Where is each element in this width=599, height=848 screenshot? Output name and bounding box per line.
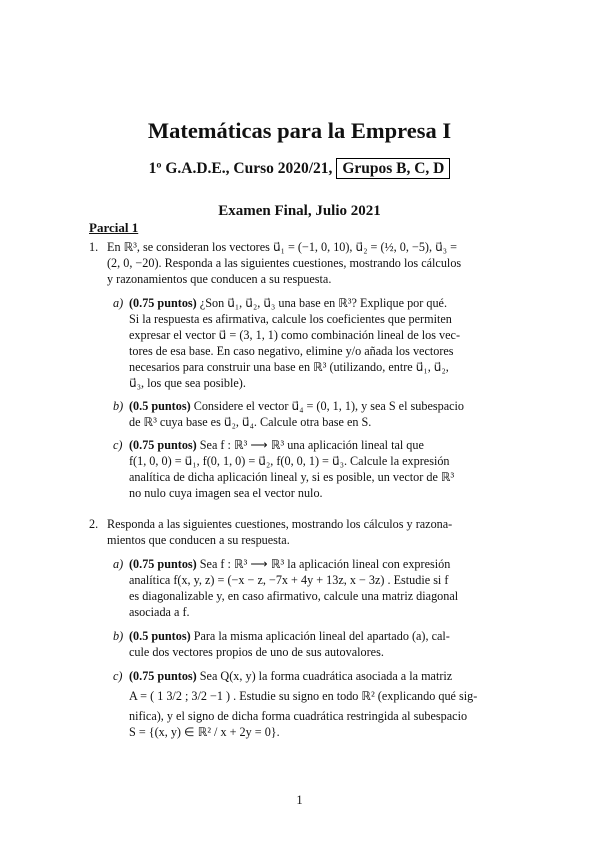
item-2a-line: (0.75 puntos) Sea f : ℝ³ ⟶ ℝ³ la aplicación lineal con expresión — [129, 557, 451, 571]
item-1c-line: no nulo cuya imagen sea el vector nulo. — [129, 486, 323, 500]
item-1a-line: tores de esa base. En caso negativo, elimine y/o añada los vectores — [129, 344, 454, 358]
item-1a-line: (0.75 puntos) ¿Son u⃗₁, u⃗₂, u⃗₃ una base en ℝ³? Explique por qué. — [129, 296, 448, 310]
question-1-line: (2, 0, −20). Responda a las siguientes cuestiones, mostrando los cálculos — [107, 256, 462, 270]
item-2c-line: (0.75 puntos) Sea Q(x, y) la forma cuadrática asociada a la matriz — [129, 669, 453, 683]
course-line — [0, 160, 599, 178]
item-1a-line: necesarios para construir una base en ℝ³ (utilizando, entre u⃗₁, u⃗₂, — [129, 360, 449, 374]
item-label: a) — [113, 557, 124, 571]
item-label: c) — [113, 669, 123, 683]
item-1b-line: (0.5 puntos) Considere el vector u⃗₄ = (0, 1, 1), y sea S el subespacio — [129, 399, 465, 413]
item-2b-line: (0.5 puntos) Para la misma aplicación lineal del apartado (a), cal- — [129, 629, 450, 643]
item-label: b) — [113, 629, 124, 643]
item-label: c) — [113, 438, 123, 452]
item-1b-line: de ℝ³ cuya base es u⃗₂, u⃗₄. Calcule otra base en S. — [129, 415, 372, 429]
item-2c-line: S = {(x, y) ∈ ℝ² / x + 2y = 0}. — [129, 725, 280, 739]
item-1a-line: Si la respuesta es afirmativa, calcule los coeficientes que permiten — [129, 312, 452, 326]
groups-box: Grupos B, C, D — [336, 158, 450, 179]
course-text: 1º G.A.D.E., Curso 2020/21, — [148, 160, 333, 177]
item-2b-line: cule dos vectores propios de uno de sus autovalores. — [129, 645, 384, 659]
item-1a-line: u⃗₃, los que sea posible). — [129, 376, 246, 390]
item-1c-line: f(1, 0, 0) = u⃗₁, f(0, 1, 0) = u⃗₂, f(0, 0, 1) = u⃗₃. Calcule la expresión — [129, 454, 450, 468]
item-1c-line: analítica de dicha aplicación lineal y, si es posible, un vector de ℝ³ — [129, 470, 455, 484]
item-1c-line: (0.75 puntos) Sea f : ℝ³ ⟶ ℝ³ una aplicación lineal tal que — [129, 438, 424, 452]
item-2a-line: analítica f(x, y, z) = (−x − z, −7x + 4y + 13z, x − 3z) . Estudie si f — [129, 573, 449, 587]
question-1-line: y razonamientos que conducen a su respuesta. — [107, 272, 332, 286]
item-2c-line: nifica), y el signo de dicha forma cuadrática restringida al subespacio — [129, 709, 468, 723]
item-label: b) — [113, 399, 124, 413]
item-label: a) — [113, 296, 124, 310]
question-1-line: En ℝ³, se consideran los vectores u⃗₁ = (−1, 0, 10), u⃗₂ = (½, 0, −5), u⃗₃ = — [107, 240, 457, 254]
question-2-line: mientos que conducen a su respuesta. — [107, 533, 290, 547]
item-1a-line: expresar el vector u⃗ = (3, 1, 1) como combinación lineal de los vec- — [129, 328, 461, 342]
item-2a-line: es diagonalizable y, en caso afirmativo, calcule una matriz diagonal — [129, 589, 459, 603]
section-heading: Parcial 1 — [89, 220, 139, 235]
item-2c-line: A = ( 1 3/2 ; 3/2 −1 ) . Estudie su signo en todo ℝ² (explicando qué sig- — [129, 689, 478, 703]
page-number: 1 — [296, 793, 303, 807]
question-1-number: 1. — [89, 240, 99, 254]
exam-title: Examen Final, Julio 2021 — [218, 203, 381, 219]
question-2-line: Responda a las siguientes cuestiones, mostrando los cálculos y razona- — [107, 517, 453, 531]
item-2a-line: asociada a f. — [129, 605, 190, 619]
question-2-number: 2. — [89, 517, 99, 531]
page-title: Matemáticas para la Empresa I — [147, 118, 452, 143]
